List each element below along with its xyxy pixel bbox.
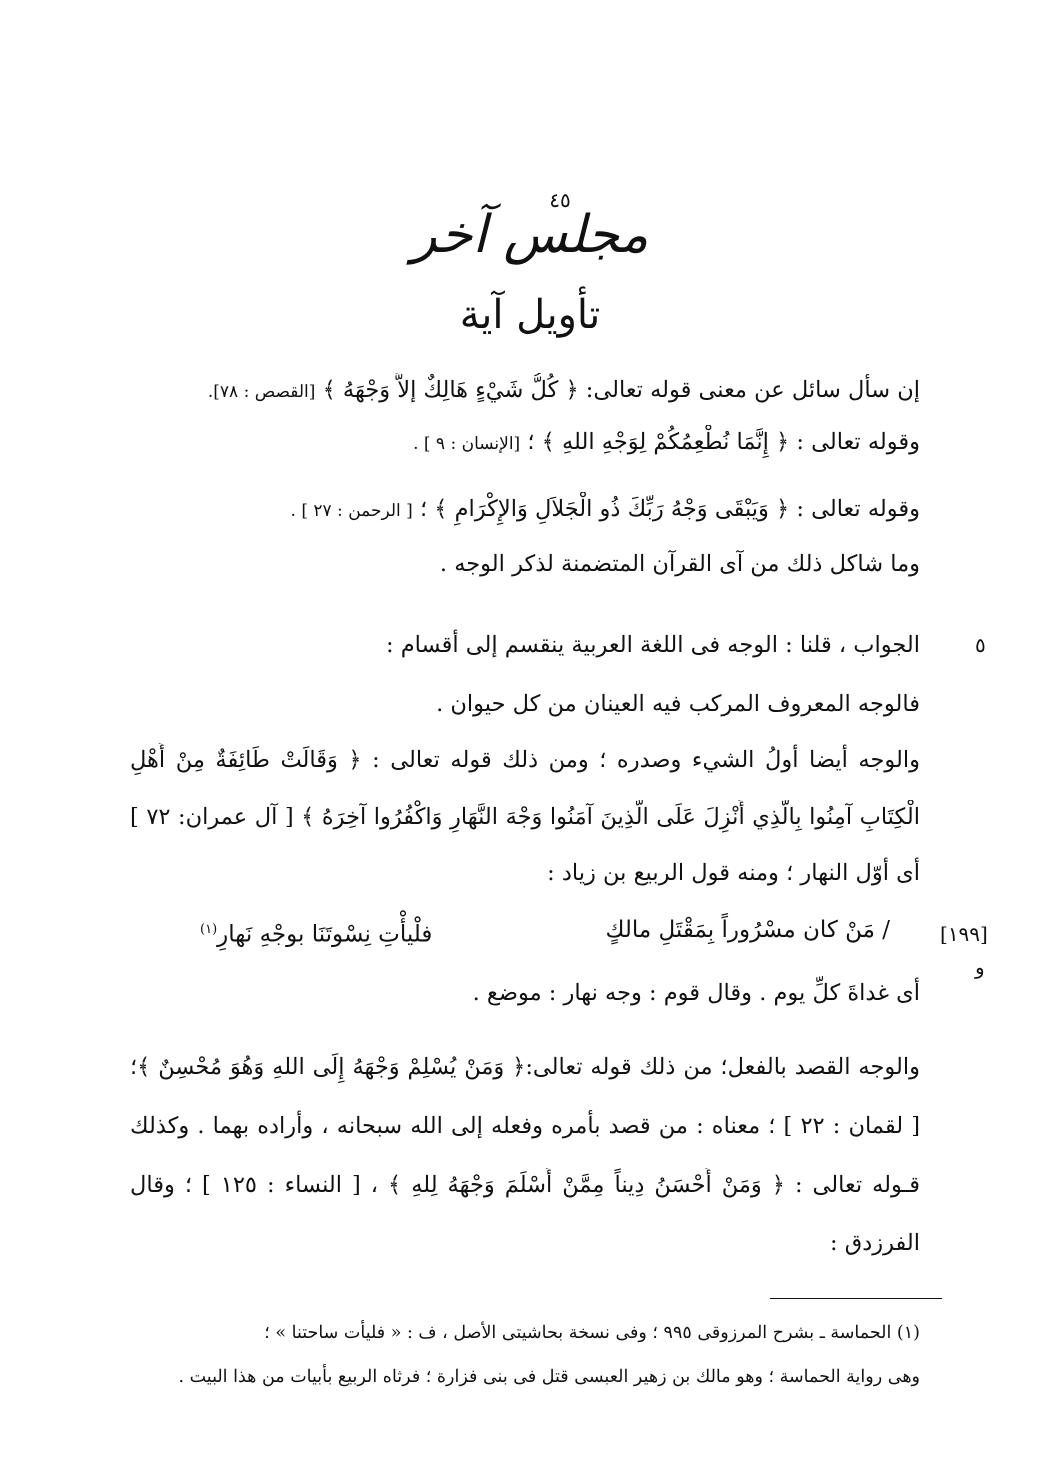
body-line-2: [130, 425, 920, 461]
verse-text: فلْيأْتِ نِسْوتَنَا بوجْهِ نَهارِ: [217, 921, 433, 948]
quran-reference: [القصص : ٧٨].: [207, 382, 316, 402]
body-line-12: [ لقمان : ٢٢ ] ؛ معناه : من قصد بأمره وفعله إلى الله سبحانه ، وأراده بهما . وكذلك: [130, 1113, 920, 1139]
body-line-14: الفرزدق :: [830, 1230, 920, 1256]
quran-reference: [ الرحمن : ٢٧ ] .: [290, 501, 413, 521]
body-line-6: فالوجه المعروف المركب فيه العينان من كل حيوان .: [436, 691, 920, 717]
body-line-10: أى غداةَ كلِّ يوم . وقال قوم : وجه نهار : موضع .: [472, 980, 920, 1006]
body-line-7: والوجه أيضا أولُ الشيء وصدره ؛ ومن ذلك قوله تعالى : ﴿ وَقَالَتْ طَائِفَةٌ مِنْ أَهْلِ: [130, 747, 920, 773]
verse-first-hemistich: / مَنْ كان مسْرُوراً بِمَقْتَلِ مالكٍ: [605, 917, 890, 943]
footnote-line-2: وهى رواية الحماسة ؛ وهو مالك بن زهير العبسى قتل فى بنى فزارة ؛ فرثاه الربيع بأبيات من هذا البيت .: [178, 1367, 920, 1387]
quran-reference: [الإنسان : ٩ ] .: [413, 434, 521, 454]
margin-page-reference: [١٩٩]: [940, 922, 988, 946]
body-line-1: [130, 373, 920, 409]
verse-second-hemistich: [200, 910, 432, 955]
body-line-13: قـوله تعالى : ﴿ وَمَنْ أَحْسَنُ دِيناً مِمَّنْ أَسْلَمَ وَجْهَهُ لِلهِ ﴾ ، [ النساء : ١٢٥ ] ؛ وقال: [130, 1172, 920, 1198]
footnote-line-1: (١) الحماسة ـ بشرح المرزوقى ٩٩٥ ؛ وفى نسخة بحاشيتى الأصل ، ف : « فليأت ساحتنا » ؛: [264, 1323, 920, 1343]
body-line-3: [130, 492, 920, 528]
body-line-5: الجواب ، قلنا : الوجه فى اللغة العربية ينقسم إلى أقسام :: [385, 632, 920, 658]
line-text: وقوله تعالى : ﴿ وَيَبْقَى وَجْهُ رَبِّكَ ذُو الْجَلاَلِ وَالإِكْرَامِ ﴾ ؛: [412, 496, 920, 522]
poetry-verse: [200, 910, 890, 950]
margin-line-number: ٥: [975, 633, 986, 657]
majlis-number: ٤٥: [549, 188, 571, 212]
body-line-8: الْكِتَابِ آمِنُوا بِالَّذِي أُنْزِلَ عَلَى الَّذِينَ آمَنُوا وَجْهَ النَّهَارِ وَاكْفُرُوا آخِرَهُ ﴾ [ آل عمران: ٧٢ ]: [130, 804, 920, 830]
footnote-marker: (١): [200, 922, 218, 937]
majlis-title: مجلس آخر: [411, 205, 649, 265]
footnote-separator: [770, 1298, 942, 1299]
body-line-4: وما شاكل ذلك من آى القرآن المتضمنة لذكر الوجه .: [439, 551, 920, 577]
line-text: وقوله تعالى : ﴿ إِنَّمَا نُطْعِمُكُمْ لِوَجْهِ اللهِ ﴾ ؛: [520, 429, 920, 455]
line-text: إن سأل سائل عن معنى قوله تعالى: ﴿ كُلُّ شَيْءٍ هَالِكٌ إلاَّ وَجْهَهُ ﴾: [315, 377, 920, 403]
margin-page-side: و: [975, 955, 985, 979]
body-line-9: أى أوّل النهار ؛ ومنه قول الربيع بن زياد :: [547, 860, 920, 886]
body-line-11: والوجه القصد بالفعل؛ من ذلك قوله تعالى:﴿ وَمَنْ يُسْلِمْ وَجْهَهُ إِلَى اللهِ وَهُوَ مُحْسِنٌ ﴾؛: [130, 1054, 920, 1080]
section-title: تأويل آية: [459, 292, 601, 338]
